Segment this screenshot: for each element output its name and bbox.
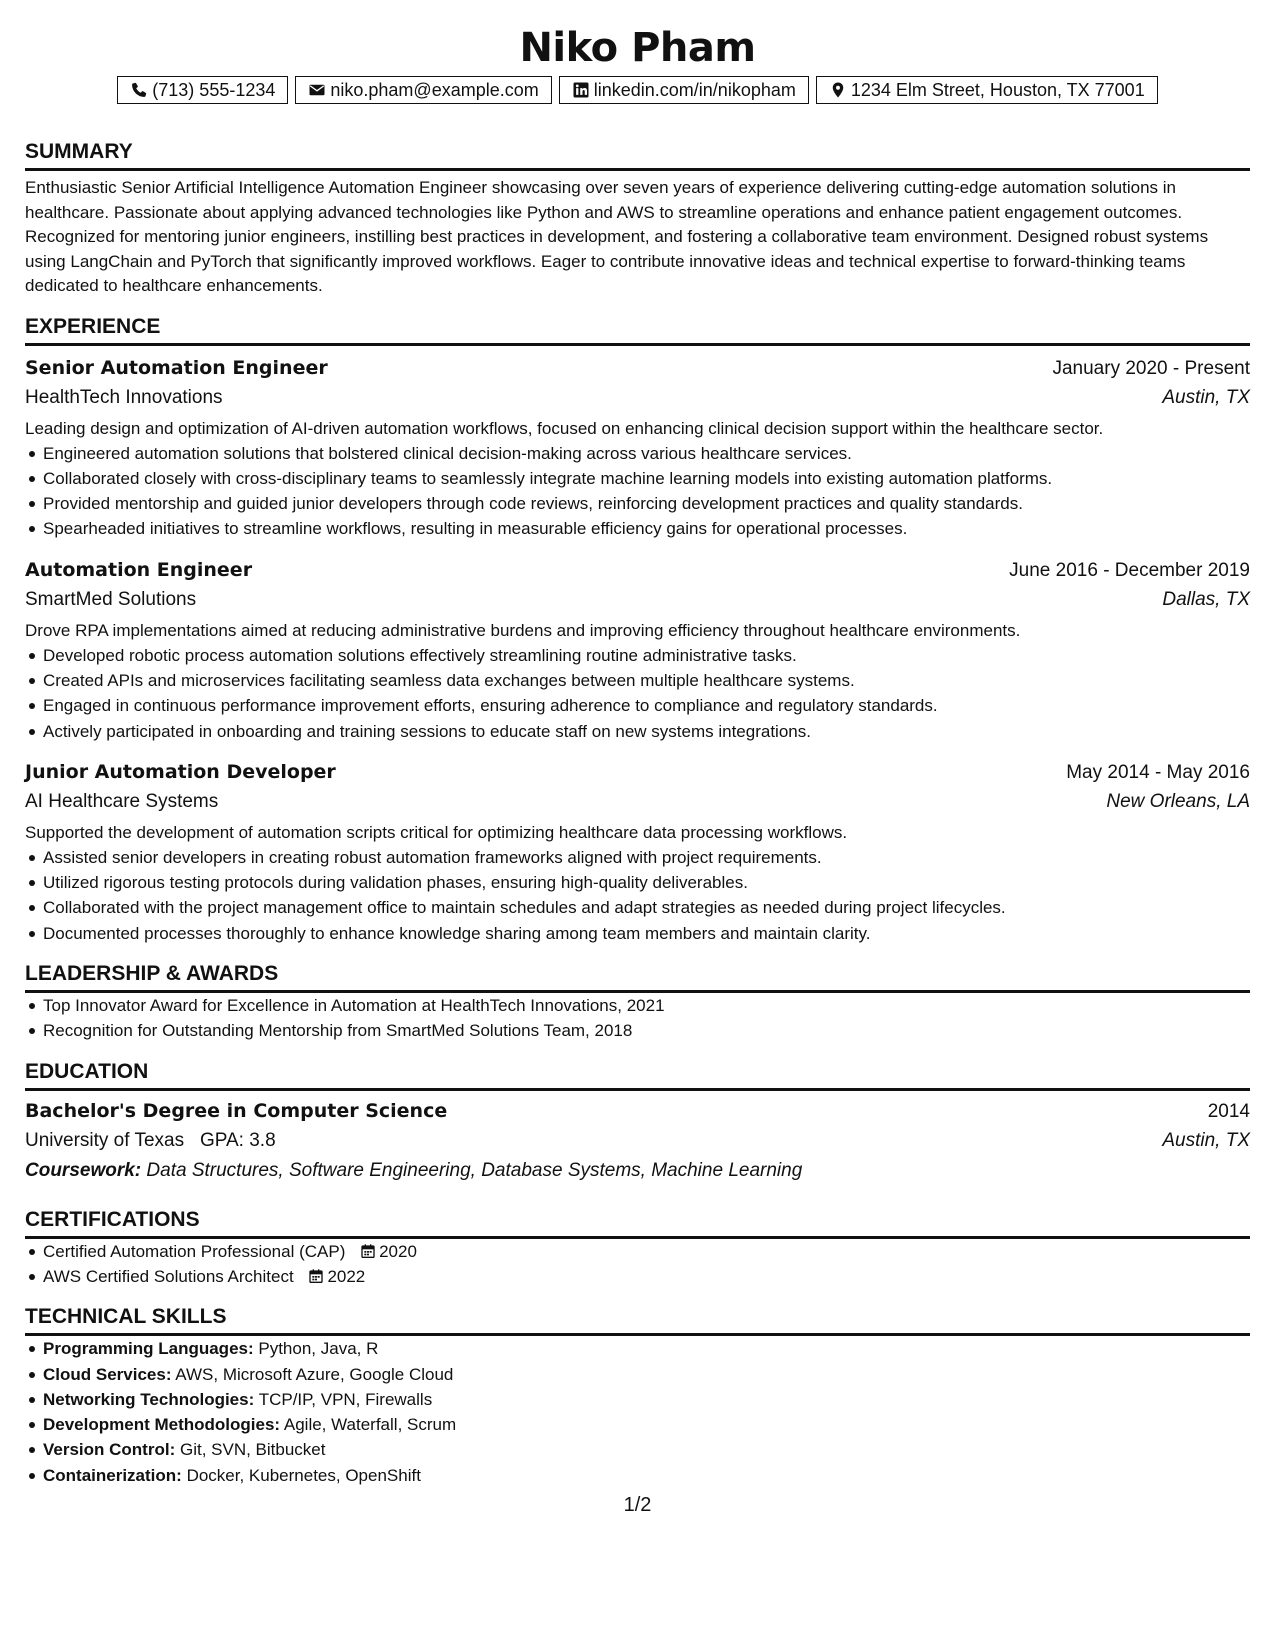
job-location: Dallas, TX: [1162, 588, 1250, 610]
experience-section: [25, 315, 1250, 947]
list-item: Spearheaded initiatives to streamline workflows, resulting in measurable efficiency gains for operational processes.: [43, 516, 1250, 541]
skill-value: AWS, Microsoft Azure, Google Cloud: [175, 1364, 454, 1384]
calendar-icon: [308, 1268, 324, 1284]
list-item: Provided mentorship and guided junior developers through code reviews, reinforcing development practices and quality standards.: [43, 491, 1250, 516]
skill-label: Programming Languages:: [43, 1339, 254, 1359]
job-bullets: [25, 441, 1250, 542]
list-item: Collaborated closely with cross-disciplinary teams to seamlessly integrate machine learning models into existing automation platforms.: [43, 466, 1250, 491]
list-item: Documented processes thoroughly to enhance knowledge sharing among team members and maintain clarity.: [43, 921, 1250, 946]
skill-label: Development Methodologies:: [43, 1415, 281, 1435]
graduation-year: 2014: [1207, 1100, 1250, 1122]
skill-label: Networking Technologies:: [43, 1389, 255, 1409]
experience-heading: EXPERIENCE: [25, 315, 1250, 346]
job-title: Automation Engineer: [25, 558, 253, 581]
job-company: SmartMed Solutions: [25, 588, 197, 610]
leadership-heading: LEADERSHIP & AWARDS: [25, 962, 1250, 993]
list-item: [43, 1336, 1250, 1361]
envelope-icon: [308, 81, 326, 99]
coursework: [25, 1156, 1250, 1186]
job-company: AI Healthcare Systems: [25, 790, 219, 812]
education-heading: EDUCATION: [25, 1060, 1250, 1091]
list-item: [43, 1264, 1250, 1289]
job-location: New Orleans, LA: [1106, 790, 1250, 812]
education-section: [25, 1060, 1250, 1186]
list-item: Actively participated in onboarding and training sessions to educate staff on new systems integrations.: [43, 719, 1250, 744]
list-item: Developed robotic process automation solutions effectively streamlining routine administrative tasks.: [43, 643, 1250, 668]
job-entry: [25, 354, 1250, 542]
certifications-section: [25, 1208, 1250, 1290]
contact-phone[interactable]: [117, 76, 288, 104]
job-dates: June 2016 - December 2019: [1009, 559, 1250, 581]
leadership-list: [25, 993, 1250, 1044]
contact-address[interactable]: [816, 76, 1158, 104]
skill-label: Version Control:: [43, 1440, 176, 1460]
phone-icon: [130, 81, 148, 99]
job-title: Junior Automation Developer: [25, 760, 336, 783]
job-bullets: [25, 643, 1250, 744]
job-bullets: [25, 845, 1250, 946]
job-dates: May 2014 - May 2016: [1066, 761, 1250, 783]
address-text: 1234 Elm Street, Houston, TX 77001: [850, 79, 1145, 100]
page-number: 1/2: [623, 1494, 652, 1516]
leadership-section: [25, 962, 1250, 1044]
list-item: [43, 1387, 1250, 1412]
job-title: Senior Automation Engineer: [25, 356, 328, 379]
list-item: [43, 1362, 1250, 1387]
summary-heading: SUMMARY: [25, 140, 1250, 171]
skill-label: Containerization:: [43, 1465, 182, 1485]
job-description: Supported the development of automation scripts critical for optimizing healthcare data processing workflows.: [25, 822, 848, 842]
coursework-label: Coursework:: [25, 1159, 142, 1181]
list-item: [43, 1463, 1250, 1488]
job-description: Leading design and optimization of AI-driven automation workflows, focused on enhancing clinical decision support within the healthcare sector.: [25, 418, 1104, 438]
cert-year: 2020: [379, 1241, 417, 1261]
list-item: Assisted senior developers in creating robust automation frameworks aligned with project requirements.: [43, 845, 1250, 870]
job-description: Drove RPA implementations aimed at reducing administrative burdens and improving efficiency throughout healthcare environments.: [25, 620, 1021, 640]
skill-value: Docker, Kubernetes, OpenShift: [186, 1465, 421, 1485]
list-item: Engineered automation solutions that bolstered clinical decision-making across various healthcare services.: [43, 441, 1250, 466]
certifications-list: [25, 1239, 1250, 1290]
linkedin-text: linkedin.com/in/nikopham: [593, 79, 796, 100]
list-item: Engaged in continuous performance improvement efforts, ensuring adherence to compliance and regulatory standards.: [43, 693, 1250, 718]
map-marker-icon: [829, 81, 847, 99]
skills-section: [25, 1305, 1250, 1488]
contact-linkedin[interactable]: [559, 76, 809, 104]
summary-text: Enthusiastic Senior Artificial Intelligence Automation Engineer showcasing over seven years of experience delivering cutting-edge automation solutions in healthcare. Passionate about applying advanced technologies like Python and AWS to streamline operations and enhance patient engagement outcomes. Recognized for mentoring junior engineers, instilling best practices in development, and fostering a collaborative team environment. Designed robust systems using LangChain and PyTorch that significantly improved workflows. Eager to contribute innovative ideas and technical expertise to forward-thinking teams dedicated to healthcare enhancements.: [25, 178, 1209, 295]
gpa: GPA: 3.8: [199, 1129, 276, 1151]
calendar-icon: [360, 1243, 376, 1259]
list-item: Created APIs and microservices facilitating seamless data exchanges between multiple healthcare systems.: [43, 668, 1250, 693]
summary-section: [25, 140, 1250, 299]
coursework-list: Data Structures, Software Engineering, Database Systems, Machine Learning: [146, 1159, 803, 1181]
phone-text: (713) 555-1234: [152, 79, 276, 100]
skill-label: Cloud Services:: [43, 1364, 172, 1384]
degree-title: Bachelor's Degree in Computer Science: [25, 1099, 448, 1122]
skill-value: Git, SVN, Bitbucket: [179, 1440, 326, 1460]
certifications-heading: CERTIFICATIONS: [25, 1208, 1250, 1239]
list-item: [43, 1239, 1250, 1264]
list-item: [43, 1412, 1250, 1437]
job-location: Austin, TX: [1162, 386, 1250, 408]
skill-value: Agile, Waterfall, Scrum: [283, 1415, 457, 1435]
job-entry: [25, 556, 1250, 744]
skills-list: [25, 1336, 1250, 1488]
email-text: niko.pham@example.com: [330, 79, 539, 100]
skills-heading: TECHNICAL SKILLS: [25, 1305, 1250, 1336]
candidate-name: Niko Pham: [519, 25, 756, 71]
job-entry: [25, 758, 1250, 946]
list-item: Top Innovator Award for Excellence in Automation at HealthTech Innovations, 2021: [43, 993, 1250, 1018]
list-item: [43, 1437, 1250, 1462]
school-name: University of Texas: [25, 1129, 185, 1151]
skill-value: TCP/IP, VPN, Firewalls: [258, 1389, 433, 1409]
job-company: HealthTech Innovations: [25, 386, 223, 408]
list-item: Utilized rigorous testing protocols during validation phases, ensuring high-quality deliverables.: [43, 870, 1250, 895]
list-item: Recognition for Outstanding Mentorship from SmartMed Solutions Team, 2018: [43, 1018, 1250, 1043]
linkedin-icon: [572, 81, 590, 99]
cert-year: 2022: [327, 1266, 366, 1286]
contact-email[interactable]: [295, 76, 551, 104]
cert-name: AWS Certified Solutions Architect: [43, 1266, 294, 1286]
cert-name: Certified Automation Professional (CAP): [43, 1241, 346, 1261]
list-item: Collaborated with the project management office to maintain schedules and adapt strategies as needed during project lifecycles.: [43, 895, 1250, 920]
contact-bar: [25, 76, 1250, 104]
skill-value: Python, Java, R: [258, 1339, 379, 1359]
resume-page: [25, 0, 1250, 1488]
school-location: Austin, TX: [1162, 1129, 1250, 1151]
job-dates: January 2020 - Present: [1052, 357, 1250, 379]
